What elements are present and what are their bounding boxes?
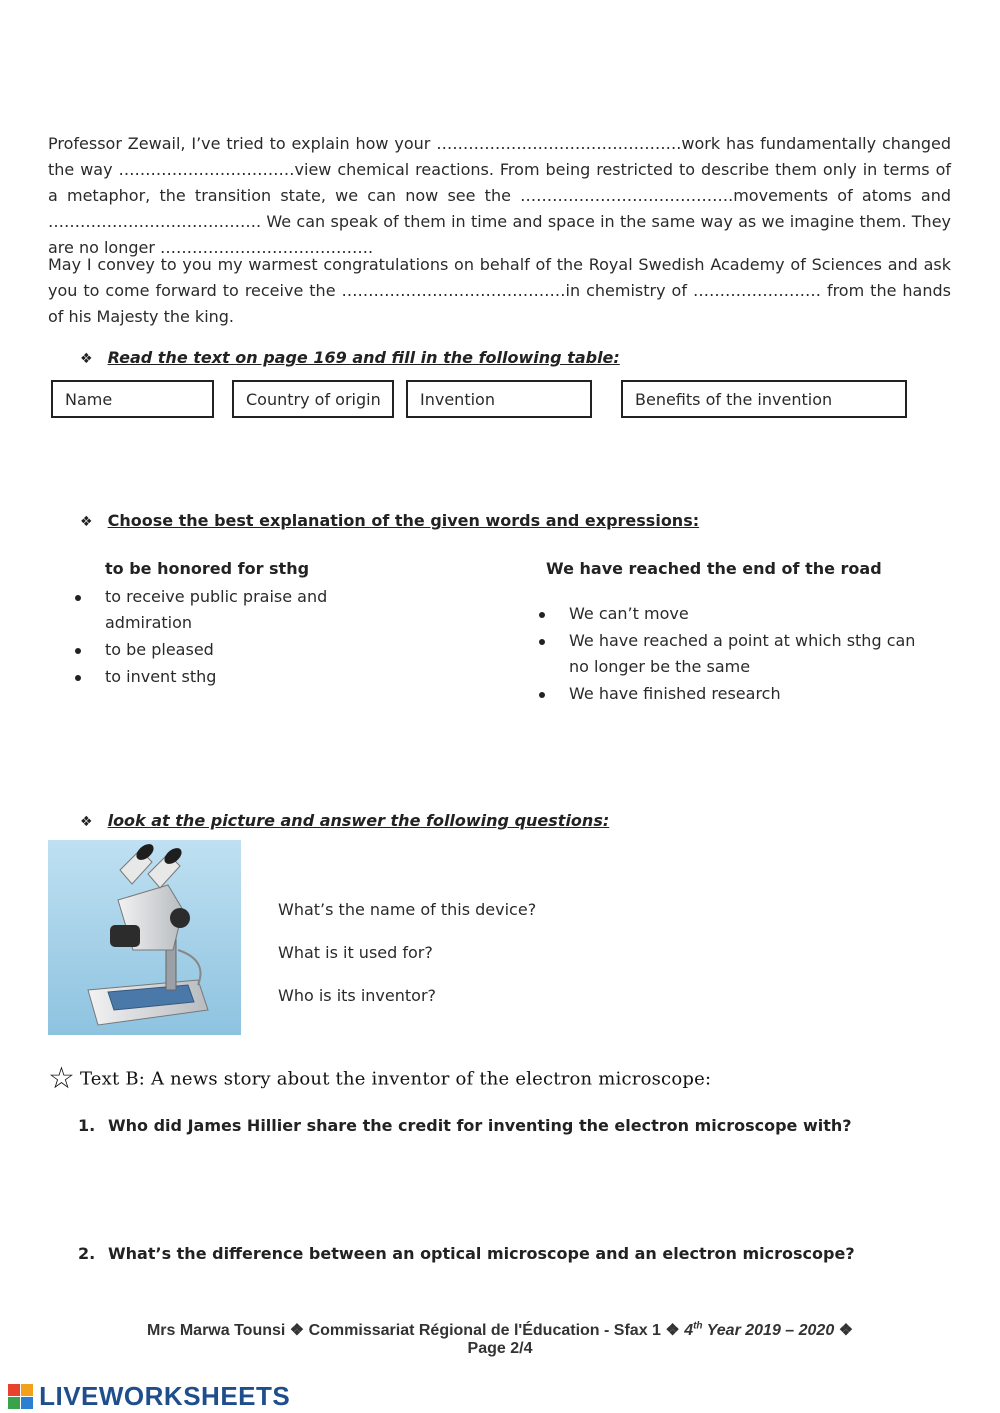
picture-question: What is it used for? bbox=[278, 943, 433, 962]
bullet-dot-icon bbox=[539, 639, 545, 645]
footer-year bbox=[684, 1322, 834, 1339]
picture-instruction bbox=[80, 811, 609, 830]
option-label: We have reached a point at which sthg can no longer be the same bbox=[569, 631, 916, 676]
intro-paragraph: Professor Zewail, I’ve tried to explain how your ……………………………………….work has fundamentally changed the way ……………………………view chemical reactions. From being restricted to describe them only in terms of a metaphor, the transition state, we can now see the ………………………………….movements of atoms and …………………………………. We can speak of them in time and space in the same way as we imagine them. They are no longer …………………………………. bbox=[48, 134, 951, 257]
bullet-dot-icon bbox=[539, 612, 545, 618]
bullet-dot-icon bbox=[75, 648, 81, 654]
picture-instruction-label: look at the picture and answer the following questions: bbox=[107, 811, 610, 830]
table-instruction bbox=[80, 348, 620, 367]
text-b-heading-label: Text B: A news story about the inventor of the electron microscope: bbox=[80, 1068, 712, 1090]
table-cell-benefits[interactable]: Benefits of the invention bbox=[621, 380, 907, 418]
question-2 bbox=[78, 1244, 855, 1263]
year-suffix: th bbox=[693, 1320, 703, 1332]
option-item[interactable] bbox=[105, 584, 345, 636]
option-label: We have finished research bbox=[569, 684, 781, 703]
bullet-dot-icon bbox=[539, 692, 545, 698]
diamond-separator-icon: ❖ bbox=[289, 1322, 305, 1339]
logo-blocks-icon bbox=[8, 1384, 34, 1410]
star-icon: ☆ bbox=[48, 1061, 75, 1096]
left-options-list bbox=[105, 584, 345, 690]
table-cell-name[interactable]: Name bbox=[51, 380, 214, 418]
right-expression-title: We have reached the end of the road bbox=[546, 559, 882, 578]
picture-question: Who is its inventor? bbox=[278, 986, 437, 1005]
congratulation-paragraph: May I convey to you my warmest congratulations on behalf of the Royal Swedish Academy of Sciences and ask you to come forward to receive the ……………………………………in chemistry of …………………… from the hands of his Majesty the king. bbox=[48, 255, 951, 326]
footer-institution: Commissariat Régional de l'Éducation - Sfax 1 bbox=[308, 1322, 661, 1339]
page-footer bbox=[0, 1320, 1000, 1340]
diamond-bullet-icon: ❖ bbox=[80, 814, 93, 830]
question-number: 2. bbox=[78, 1244, 96, 1263]
bullet-dot-icon bbox=[75, 675, 81, 681]
logo-text: LIVEWORKSHEETS bbox=[39, 1381, 291, 1411]
question-number: 1. bbox=[78, 1116, 96, 1135]
left-expression-title: to be honored for sthg bbox=[105, 559, 310, 578]
microscope-icon bbox=[48, 840, 241, 1035]
year-number: 4 bbox=[684, 1322, 694, 1339]
option-label: to be pleased bbox=[105, 640, 214, 659]
question-text: Who did James Hillier share the credit for inventing the electron microscope with? bbox=[108, 1116, 852, 1135]
option-item[interactable] bbox=[105, 637, 345, 663]
option-item[interactable] bbox=[105, 664, 345, 690]
option-label: to receive public praise and admiration bbox=[105, 587, 328, 632]
table-instruction-label: Read the text on page 169 and fill in the following table: bbox=[107, 348, 620, 367]
page-number: Page 2/4 bbox=[467, 1340, 533, 1357]
diamond-bullet-icon: ❖ bbox=[80, 514, 93, 530]
bullet-dot-icon bbox=[75, 595, 81, 601]
table-cell-invention[interactable]: Invention bbox=[406, 380, 592, 418]
choose-instruction-label: Choose the best explanation of the given words and expressions: bbox=[107, 511, 700, 530]
microscope-picture bbox=[48, 840, 241, 1035]
text-b-heading bbox=[48, 1061, 988, 1096]
question-text: What’s the difference between an optical microscope and an electron microscope? bbox=[108, 1244, 855, 1263]
liveworksheets-logo[interactable] bbox=[8, 1381, 290, 1409]
option-label: to invent sthg bbox=[105, 667, 217, 686]
right-options-list bbox=[569, 601, 929, 707]
choose-instruction bbox=[80, 511, 699, 530]
year-range: Year 2019 – 2020 bbox=[706, 1322, 835, 1339]
picture-question: What’s the name of this device? bbox=[278, 900, 537, 919]
footer-author: Mrs Marwa Tounsi bbox=[146, 1322, 286, 1339]
option-label: We can’t move bbox=[569, 604, 689, 623]
diamond-separator-icon: ❖ bbox=[665, 1322, 680, 1339]
option-item[interactable] bbox=[569, 628, 929, 680]
option-item[interactable] bbox=[569, 681, 929, 707]
option-item[interactable] bbox=[569, 601, 929, 627]
table-cell-country[interactable]: Country of origin bbox=[232, 380, 394, 418]
question-1 bbox=[78, 1116, 852, 1135]
diamond-bullet-icon: ❖ bbox=[80, 351, 93, 367]
diamond-separator-icon: ❖ bbox=[838, 1322, 854, 1339]
